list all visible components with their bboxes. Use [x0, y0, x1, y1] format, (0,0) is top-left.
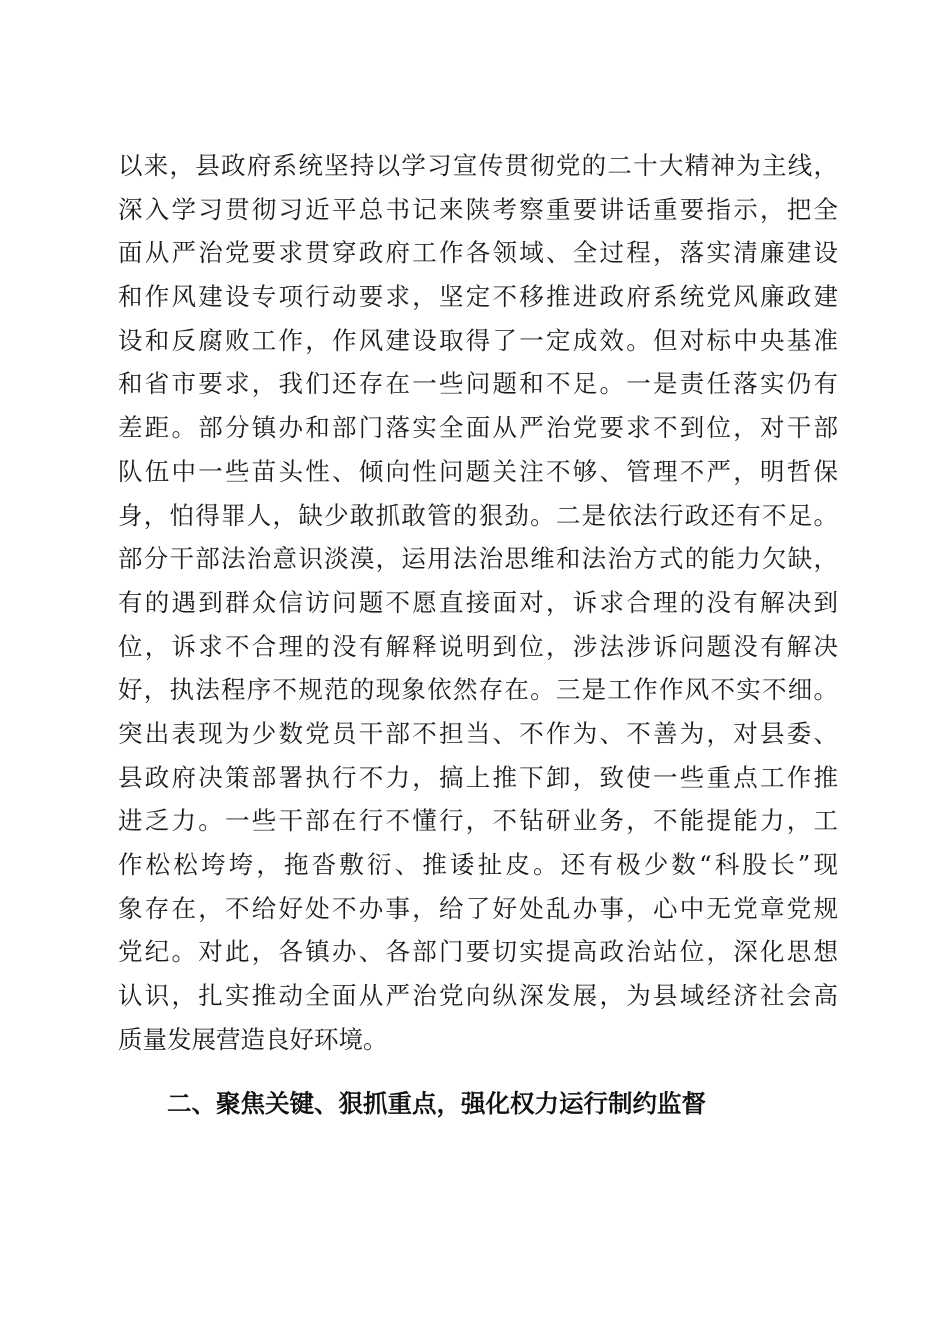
paragraph-line: 好，执法程序不规范的现象依然存在。三是工作作风不实不细。 [118, 675, 838, 705]
body-paragraph [118, 144, 838, 1061]
paragraph-line: 认识，扎实推动全面从严治党向纵深发展，为县域经济社会高 [118, 981, 838, 1011]
paragraph-line: 面从严治党要求贯穿政府工作各领域、全过程，落实清廉建设 [118, 238, 838, 268]
paragraph-line: 设和反腐败工作，作风建设取得了一定成效。但对标中央基准 [118, 325, 838, 355]
paragraph-line: 和省市要求，我们还存在一些问题和不足。一是责任落实仍有 [118, 369, 838, 399]
paragraph-line: 质量发展营造良好环境。 [118, 1024, 388, 1054]
paragraph-line: 深入学习贯彻习近平总书记来陕考察重要讲话重要指示，把全 [118, 194, 838, 224]
section-heading: 二、聚焦关键、狠抓重点，强化权力运行制约监督 [167, 1089, 706, 1118]
paragraph-line: 位，诉求不合理的没有解释说明到位，涉法涉诉问题没有解决 [118, 631, 838, 661]
paragraph-line: 有的遇到群众信访问题不愿直接面对，诉求合理的没有解决到 [118, 587, 838, 617]
paragraph-line: 差距。部分镇办和部门落实全面从严治党要求不到位，对干部 [118, 413, 838, 443]
paragraph-line: 作松松垮垮，拖沓敷衍、推诿扯皮。还有极少数“科股长”现 [118, 850, 838, 879]
paragraph-line: 进乏力。一些干部在行不懂行，不钻研业务，不能提能力，工 [118, 806, 838, 836]
paragraph-line: 象存在，不给好处不办事，给了好处乱办事，心中无党章党规 [118, 893, 838, 923]
paragraph-line: 队伍中一些苗头性、倾向性问题关注不够、管理不严，明哲保 [118, 456, 838, 486]
paragraph-line: 和作风建设专项行动要求，坚定不移推进政府系统党风廉政建 [118, 282, 838, 312]
paragraph-line: 突出表现为少数党员干部不担当、不作为、不善为，对县委、 [118, 718, 838, 748]
paragraph-line: 部分干部法治意识淡漠，运用法治思维和法治方式的能力欠缺， [118, 544, 838, 574]
paragraph-line: 身，怕得罪人，缺少敢抓敢管的狠劲。二是依法行政还有不足。 [118, 500, 838, 530]
paragraph-line: 县政府决策部署执行不力，搞上推下卸，致使一些重点工作推 [118, 762, 838, 792]
paragraph-line: 党纪。对此，各镇办、各部门要切实提高政治站位，深化思想 [118, 937, 838, 967]
paragraph-line: 以来，县政府系统坚持以学习宣传贯彻党的二十大精神为主线， [118, 151, 838, 180]
